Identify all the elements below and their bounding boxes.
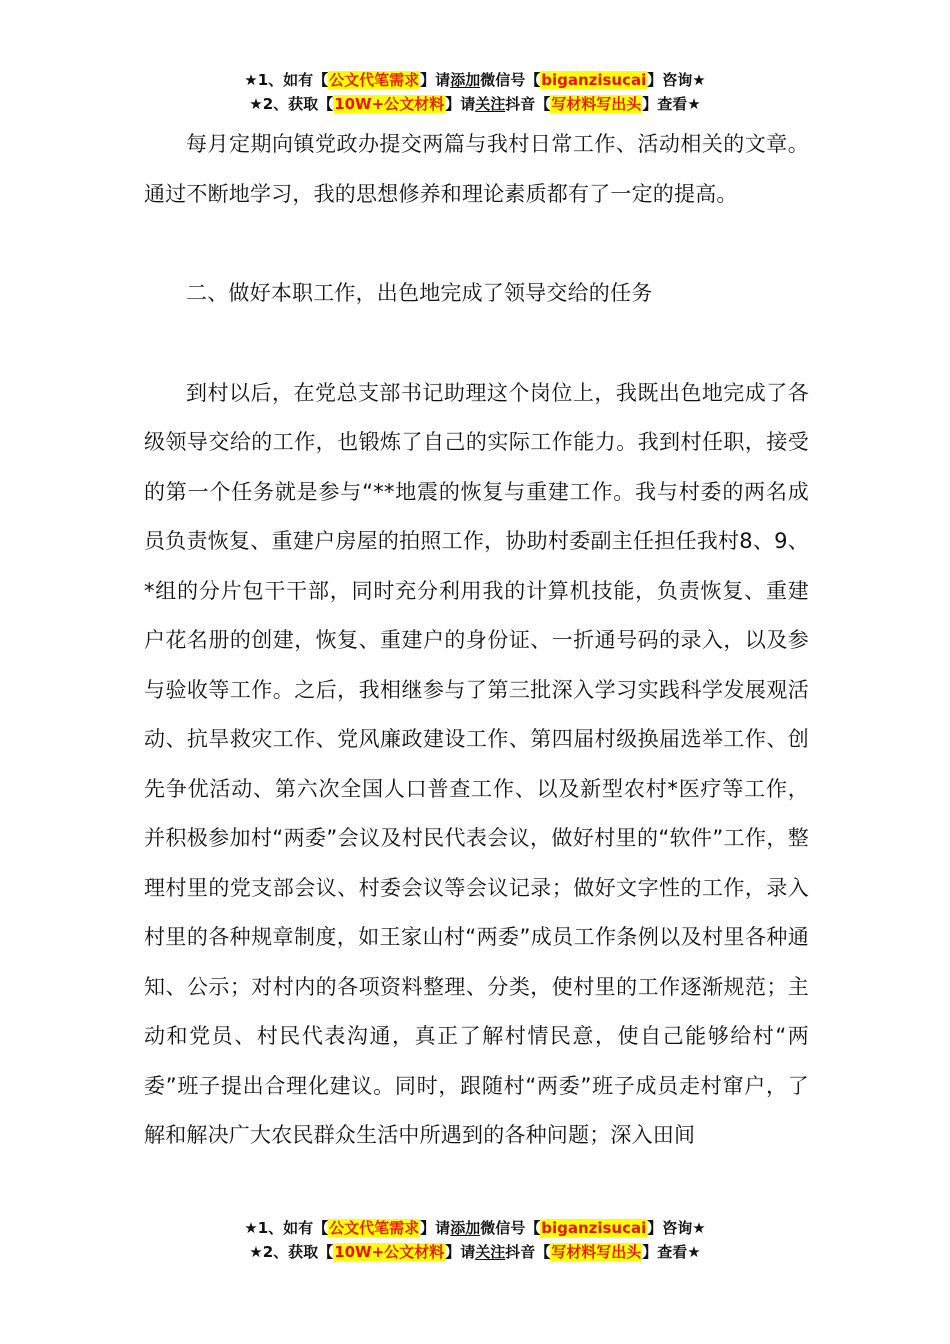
footer-banner xyxy=(0,1216,950,1264)
highlight-douyin: 写材料写出头 xyxy=(551,1243,642,1261)
document-body xyxy=(144,120,809,1161)
header-banner xyxy=(0,68,950,116)
banner-line-1: ★1、如有【公文代笔需求】请添加微信号【biganzisucai】咨询★ xyxy=(244,71,706,89)
highlight-materials: 10W+公文材料 xyxy=(334,1243,445,1261)
highlight-douyin: 写材料写出头 xyxy=(551,95,642,113)
highlight-ghostwriting: 公文代笔需求 xyxy=(329,71,420,89)
highlight-wechat-id: biganzisucai xyxy=(541,1219,647,1237)
paragraph-1: 每月定期向镇党政办提交两篇与我村日常工作、活动相关的文章。通过不断地学习，我的思想修养和理论素质都有了一定的提高。 xyxy=(144,132,809,206)
footer-line-2: ★2、获取【10W+公文材料】请关注抖音【写材料写出头】查看★ xyxy=(249,1243,701,1261)
banner-line-2: ★2、获取【10W+公文材料】请关注抖音【写材料写出头】查看★ xyxy=(249,95,701,113)
highlight-materials: 10W+公文材料 xyxy=(334,95,445,113)
section-heading: 二、做好本职工作，出色地完成了领导交给的任务 xyxy=(186,281,653,305)
highlight-wechat-id: biganzisucai xyxy=(541,71,647,89)
highlight-ghostwriting: 公文代笔需求 xyxy=(329,1219,420,1237)
footer-line-1: ★1、如有【公文代笔需求】请添加微信号【biganzisucai】咨询★ xyxy=(244,1219,706,1237)
paragraph-2: 到村以后，在党总支部书记助理这个岗位上，我既出色地完成了各级领导交给的工作，也锻炼了自己的实际工作能力。我到村任职，接受的第一个任务就是参与“**地震的恢复与重建工作。我与村委的两名成员负责恢复、重建户房屋的拍照工作，协助村委副主任担任我村8、9、*组的分片包干干部，同时充分利用我的计算机技能，负责恢复、重建户花名册的创建，恢复、重建户的身份证、一折通号码的录入，以及参与验收等工作。之后，我相继参与了第三批深入学习实践科学发展观活动、抗旱救灾工作、党风廉政建设工作、第四届村级换届选举工作、创先争优活动、第六次全国人口普查工作、以及新型农村*医疗等工作，并积极参加村“两委”会议及村民代表会议，做好村里的“软件”工作，整理村里的党支部会议、村委会议等会议记录；做好文字性的工作，录入村里的各种规章制度，如王家山村“两委”成员工作条例以及村里各种通知、公示；对村内的各项资料整理、分类，使村里的工作逐渐规范；主动和党员、村民代表沟通，真正了解村情民意，使自己能够给村“两委”班子提出合理化建议。同时，跟随村“两委”班子成员走村窜户，了解和解决广大农民群众生活中所遇到的各种问题；深入田间 xyxy=(144,380,809,1147)
